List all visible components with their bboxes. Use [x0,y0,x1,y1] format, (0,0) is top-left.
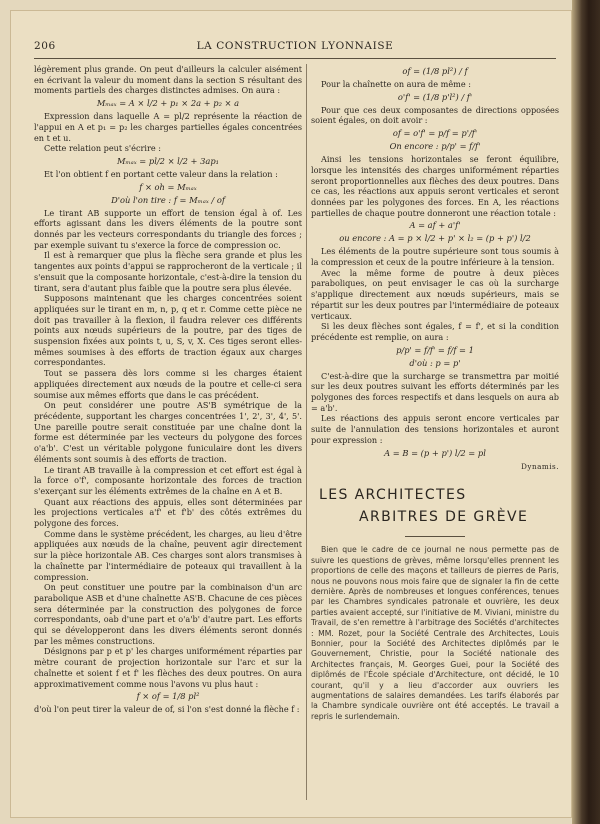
equation: A = af + a'f' [409,220,461,231]
book-spine [572,0,600,824]
right-column [311,64,559,722]
equation: o'f' = (1/8 p'l²) / f' [397,91,473,102]
paragraph: Avec la même forme de poutre à deux pièces paraboliques, on peut envisager le cas où la surcharge s'applique directement aux nœuds supérieurs, mais se répartit sur les deux poutres par l'intermédiaire de poteaux verticaux. [311,267,559,321]
paragraph: Si les deux flèches sont égales, f = f', et si la condition précédente est remplie, on aura : [311,321,559,342]
equation: ou encore : A = p × l/2 + p' × l₂ = (p + p') l/2 [339,233,531,244]
paragraph: Tout se passera dès lors comme si les charges étaient appliquées directement aux nœuds de la poutre et celle-ci sera soumise aux mêmes efforts que dans le cas précédent. [34,368,302,400]
equation: D'où l'on tire : f = Mₘₐₓ / of [111,194,225,205]
paragraph: On peut considérer une poutre AS'B symétrique de la précédente, supportant les charges concentrées 1', 2', 3', 4', 5'. Une pareille poutre serait constituée par une chaîne dont la forme est déterminée par les vecteurs du polygone des forces o'a'b'. C'est un véritable polygone funiculaire dont les divers éléments sont soumis à des efforts de traction. [34,400,302,464]
page-number: 206 [34,40,56,52]
equation: f × oh = Mₘₐₓ [139,181,197,192]
paragraph: Comme dans le système précédent, les charges, au lieu d'être appliquées aux nœuds de la chaîne, peuvent agir directement sur la pièce horizontale AB. Ces charges sont alors transmises à la chaînette par l'intermédiaire de poteaux qui travaillent à la compression. [34,528,302,582]
article-body [311,545,559,722]
paragraph: Supposons maintenant que les charges concentrées soient appliquées sur le tirant en m, n, p, q et r. Comme cette pièce ne doit pas travailler à la flexion, il faudra relever ces différents points aux nœuds supérieurs de la poutre, par des tiges de suspension fixées aux points t, u, S, v, X. Ces tiges seront elles-mêmes soumises à des efforts de traction égaux aux charges correspondantes. [34,293,302,368]
signature: Dynamis. [521,461,559,471]
equation: p/p' = f/f' = f/f = 1 [396,344,474,355]
article-paragraph: Bien que le cadre de ce journal ne nous permette pas de suivre les questions de grèves, même lorsqu'elles prennent les proportions de celle des maçons et tailleurs de pierres de Paris, nous ne pouvons nous mois faire que de signaler la fin de cette dernière. Après de nombreuses et longues conférences, tenues par les Chambres syndicales patronale et ouvrière, les deux parties avaient accepté, sur l'initiative de M. Viviani, ministre du Travail, de s'en remettre à l'arbitrage des Sociétés d'architectes : MM. Rozet, pour la Société Centrale des Architectes, Louis Bonnier, pour la Société des Architectes diplômés par le Gouvernement, Christie, pour la Société nationale des Architectes français, M. Georges Guei, pour la Société des diplômés de l'École spéciale d'Architecture, ont décidé, le 10 courant, qu'il y a lieu d'accorder aux ouvriers les augmentations de salaires demandées. Les tarifs élaborés par la Chambre syndicale ouvrière ont été acceptés. Le travail a repris le surlendemain. [311,545,559,721]
paragraph: Le tirant AB supporte un effort de tension égal à of. Les efforts agissant dans les divers éléments de la poutre sont donnés par les vecteurs correspondants du triangle des forces ; par exemple suivant tu s'exerce la force de compression oc. [34,207,302,250]
equation: A = B = (p + p') l/2 = pl [384,447,486,458]
paragraph: Pour que ces deux composantes de directions opposées soient égales, on doit avoir : [311,104,559,126]
article-title-line1: LES ARCHITECTES [319,487,467,504]
paragraph: Les réactions des appuis seront encore verticales par suite de l'annulation des tensions horizontales et auront pour expression : [311,413,559,445]
left-column [34,64,302,715]
header-rule [34,58,556,59]
paragraph: Il est à remarquer que plus la flèche sera grande et plus les tangentes aux points d'appui se rapprocheront de la verticale ; il s'ensuit que la composante horizontale, c'est-à-dire la tension du tirant, sera d'autant plus faible que la poutre sera plus élevée. [34,250,302,293]
column-divider [306,64,307,800]
paragraph: On peut constituer une poutre par la combinaison d'un arc parabolique ASB et d'une chaînette AS'B. Chacune de ces pièces sera déterminée par la construction des polygones de force correspondants, oab d'une part et o'a'b' d'autre part. Les efforts qui se développeront dans les divers éléments seront donnés par les mêmes constructions. [34,582,302,646]
paragraph: Désignons par p et p' les charges uniformément réparties par mètre courant de projection horizontale sur l'arc et sur la chaînette et soient f et f' les flèches des deux poutres. On aura approximativement comme nous l'avons vu plus haut : [34,646,302,689]
title-rule [405,536,465,537]
equation: of = o'f' = p/f = p'/f' [392,128,478,139]
paragraph: Quant aux réactions des appuis, elles sont déterminées par les projections verticales a'f' et f'b' des côtés extrêmes du polygone des forces. [34,496,302,529]
paragraph: Pour la chaînette on aura de même : [321,79,471,89]
paragraph: Et l'on obtient f en portant cette valeur dans la relation : [44,168,278,179]
equation: f × of = 1/8 pl² [136,691,200,702]
page-header [34,40,556,54]
equation: On encore : p/p' = f/f' [389,141,481,152]
article-title-line2: ARBITRES DE GRÈVE [359,509,529,526]
paragraph: C'est-à-dire que la surcharge se transmettra par moitié sur les deux poutres suivant les efforts déterminés par les polygones des forces respectifs et dans lesquels on aura ab = a'b'. [311,370,559,413]
paragraph: Les éléments de la poutre supérieure sont tous soumis à la compression et ceux de la poutre inférieure à la tension. [311,246,559,268]
paragraph: Le tirant AB travaille à la compression et cet effort est égal à la force o'f', composante horizontale des forces de traction s'exerçant sur les éléments extrêmes de la chaîne en A et B. [34,464,302,496]
equation: Mₘₐₓ = A × l/2 + p₁ × 2a + p₂ × a [96,98,240,109]
paragraph: Ainsi les tensions horizontales se feront équilibre, lorsque les intensités des charges uniformément réparties seront proportionnelles aux flèches des deux poutres. Dans ce cas, les réactions aux appuis seront verticales et seront données par les polygones des forces. En A, les réactions partielles de chaque poutre donneront une réaction totale : [311,154,559,218]
equation: Mₘₐₓ = pl/2 × l/2 + 3ap₁ [117,155,219,166]
paragraph: légèrement plus grande. On peut d'ailleurs la calculer aisément en écrivant la valeur du moment dans la section S résultant des moments partiels des charges distinctes admises. On aura : [34,64,302,96]
paragraph: Cette relation peut s'écrire : [44,143,161,154]
journal-title: LA CONSTRUCTION LYONNAISE [196,40,394,52]
paragraph: Expression dans laquelle A = pl/2 représente la réaction de l'appui en A et p₁ = p₂ les charges partielles égales concentrées en t et u. [34,111,302,143]
paragraph: d'où l'on peut tirer la valeur de of, si l'on s'est donné la flèche f : [34,704,300,715]
equation: d'où : p = p' [409,357,461,368]
equation: of = (1/8 pl²) / f [402,66,468,76]
right-column-text [311,66,559,459]
